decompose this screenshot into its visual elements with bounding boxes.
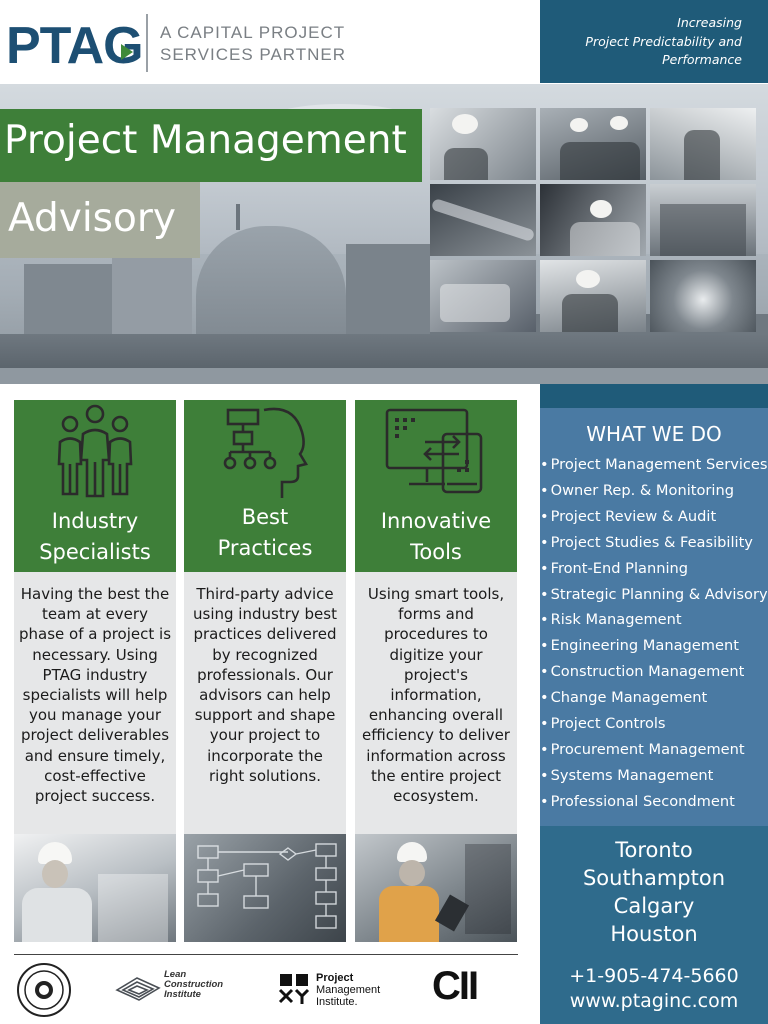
- service-item: [540, 659, 768, 685]
- bullet-icon: •: [540, 715, 549, 733]
- lci-mark-icon: [113, 966, 163, 1004]
- service-item: [540, 711, 768, 737]
- worker-figure: [562, 294, 618, 332]
- column-header: [184, 400, 346, 572]
- service-item: [540, 763, 768, 789]
- team-background: [98, 874, 168, 942]
- service-item: [540, 607, 768, 633]
- bullet-icon: •: [540, 637, 549, 655]
- column-body: [14, 572, 176, 834]
- slogan-line1: Increasing: [677, 15, 742, 30]
- service-label: Project Studies & Feasibility: [550, 533, 753, 551]
- phone-number: +1-905-474-5660: [569, 965, 739, 987]
- bullet-icon: •: [540, 507, 549, 525]
- face-shape: [399, 860, 425, 886]
- page-title: Project Management: [4, 118, 407, 163]
- photo-specialists: [14, 834, 176, 942]
- slogan-box: [540, 0, 768, 83]
- service-label: Front-End Planning: [550, 559, 689, 577]
- devices-sync-icon: [355, 402, 517, 502]
- office-city: Toronto: [615, 838, 693, 862]
- services-list: [540, 452, 768, 815]
- tagline-line1: A CAPITAL PROJECT: [160, 23, 346, 42]
- service-label: Systems Management: [550, 766, 714, 784]
- pmi-line3: Institute.: [316, 996, 358, 1008]
- water: [0, 368, 768, 384]
- plant-building: [112, 254, 192, 342]
- photo-collage: [430, 108, 756, 332]
- photo-tunnel: [650, 260, 756, 332]
- worker-figure: [684, 130, 720, 180]
- lci-line1: Lean: [164, 969, 187, 980]
- column-title: Industry: [51, 509, 139, 533]
- plant-building: [24, 264, 114, 344]
- safety-vest: [379, 886, 439, 942]
- photo-worker-smiling: [430, 108, 536, 180]
- worker-figure: [570, 222, 640, 256]
- service-item: [540, 582, 768, 608]
- website-link[interactable]: www.ptaginc.com: [569, 990, 739, 1012]
- cii-logo: CII: [432, 964, 478, 1008]
- column-description: Having the best the team at every phase of a project is necessary. Using PTAG industry specialists will help you manage your project deliverables and ensure timely, cost-effective project success.: [18, 585, 172, 806]
- column-header: [355, 400, 517, 572]
- column-body: [355, 572, 517, 834]
- column-body: [184, 572, 346, 834]
- plant-structure: [660, 204, 746, 256]
- lci-line2: Construction: [164, 979, 224, 990]
- service-label: Construction Management: [550, 663, 745, 681]
- service-label: Risk Management: [550, 611, 682, 629]
- what-we-do-panel: [540, 408, 768, 826]
- worker-figure: [560, 142, 640, 180]
- service-label: Change Management: [550, 689, 708, 707]
- pmi-line2: Management: [316, 984, 381, 996]
- service-label: Procurement Management: [550, 740, 745, 758]
- lci-text: [164, 970, 223, 1000]
- pmi-line1: Project: [316, 972, 354, 984]
- bullet-icon: •: [540, 456, 549, 473]
- hardhat-icon: [570, 118, 588, 132]
- plant-base: [0, 334, 768, 368]
- service-item: [540, 737, 768, 763]
- bullet-icon: •: [540, 611, 549, 629]
- column-header: [14, 400, 176, 572]
- lean-construction-institute-logo: [113, 966, 163, 1008]
- service-label: Strategic Planning & Advisory: [550, 585, 768, 603]
- photo-tablet-worker: [355, 834, 517, 942]
- iso-9001-seal-icon: [16, 962, 72, 1022]
- tablet-icon: [435, 895, 469, 932]
- bullet-icon: •: [540, 585, 549, 603]
- photo-team-review: [540, 108, 646, 180]
- column-description: Third-party advice using industry best practices delivered by recognized professionals. Our advisors can help support and shape your project to incorporate the right solutions.: [193, 585, 337, 785]
- head-flowchart-icon: [184, 402, 346, 502]
- office-locations: [540, 836, 768, 948]
- column-description: Using smart tools, forms and procedures to digitize your project's information, enhancing overall efficiency to deliver information across the entire project ecosystem.: [362, 585, 510, 806]
- bullet-icon: •: [540, 481, 549, 499]
- plant-antenna: [236, 204, 240, 230]
- hardhat-icon: [397, 842, 427, 862]
- lci-line3: Institute: [164, 989, 201, 1000]
- certification-logos: [0, 956, 530, 1024]
- bullet-icon: •: [540, 559, 549, 577]
- bullet-icon: •: [540, 663, 549, 681]
- divider: [14, 954, 518, 955]
- slogan-line3: Performance: [662, 52, 742, 67]
- truck-shape: [440, 284, 510, 322]
- panel-top-strip: [540, 384, 768, 408]
- bullet-icon: •: [540, 689, 549, 707]
- service-label: Project Controls: [550, 715, 666, 733]
- pmi-logo-icon: [278, 972, 310, 1008]
- pipeline-shape: [431, 198, 536, 242]
- slogan-line2: Project Predictability and: [585, 33, 742, 49]
- office-city: Houston: [610, 922, 698, 946]
- photo-flowchart: [184, 834, 346, 942]
- photo-workers-site: [540, 184, 646, 256]
- service-item: [540, 633, 768, 659]
- logo-divider: [146, 14, 148, 72]
- column-title: Best: [241, 505, 289, 529]
- company-tagline: [160, 22, 346, 66]
- tagline-line2: SERVICES PARTNER: [160, 45, 347, 64]
- service-item: [540, 789, 768, 815]
- service-label: Owner Rep. & Monitoring: [550, 481, 734, 499]
- service-item: [540, 685, 768, 711]
- photo-pipeline: [430, 184, 536, 256]
- service-item: [540, 452, 768, 478]
- bullet-icon: •: [540, 740, 549, 758]
- logo-arrow-icon: [121, 44, 133, 60]
- hardhat-icon: [452, 114, 478, 134]
- office-city: Southampton: [582, 866, 726, 890]
- service-item: [540, 504, 768, 530]
- hardhat-icon: [590, 200, 612, 218]
- service-label: Project Review & Audit: [550, 507, 717, 525]
- photo-industrial-plant: [650, 184, 756, 256]
- bullet-icon: •: [540, 792, 549, 810]
- pmi-text: [316, 972, 380, 1008]
- service-label: Professional Secondment: [550, 792, 735, 810]
- bullet-icon: •: [540, 766, 549, 784]
- contact-panel: [540, 826, 768, 1024]
- worker-figure: [22, 888, 92, 942]
- flowchart-drawing: [184, 834, 346, 942]
- column-title: Innovative: [380, 509, 492, 533]
- bullet-icon: •: [540, 533, 549, 551]
- photo-mining-truck: [430, 260, 536, 332]
- photo-engineer: [650, 108, 756, 180]
- team-icon: [14, 402, 176, 502]
- service-label: Engineering Management: [550, 637, 739, 655]
- worker-figure: [444, 148, 488, 180]
- face-shape: [576, 270, 600, 288]
- service-item: [540, 530, 768, 556]
- service-item: [540, 478, 768, 504]
- hardhat-icon: [610, 116, 628, 130]
- service-label: Project Management Services: [550, 456, 768, 473]
- column-title: Practices: [217, 536, 313, 560]
- service-item: [540, 556, 768, 582]
- column-title: Specialists: [39, 540, 151, 564]
- office-city: Calgary: [613, 894, 695, 918]
- electrical-substation: [465, 844, 511, 934]
- column-title: Tools: [410, 540, 462, 564]
- plant-building: [346, 244, 430, 344]
- what-we-do-heading: WHAT WE DO: [586, 422, 722, 446]
- face-shape: [42, 860, 68, 888]
- page-subtitle: Advisory: [8, 196, 176, 241]
- photo-worker-portrait: [540, 260, 646, 332]
- ptag-logo: PTAG: [6, 17, 143, 75]
